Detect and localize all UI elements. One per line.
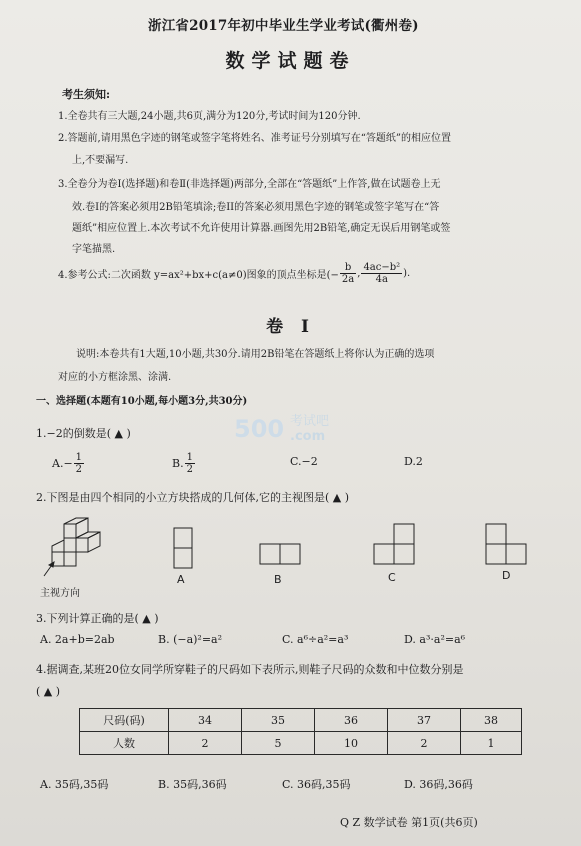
exam-main-title: 数学试题卷 <box>225 50 356 72</box>
watermark-logo <box>232 410 372 448</box>
fraction-denominator: 4a <box>375 274 388 285</box>
table-cell: 5 <box>242 732 315 755</box>
table-cell: 37 <box>388 709 461 732</box>
fraction-denominator: 2 <box>75 464 83 475</box>
notice-item-2-line-2: 上,不要漏写. <box>72 155 129 166</box>
table-cell: 34 <box>169 709 242 732</box>
fraction-numerator: 1 <box>75 452 83 463</box>
q4-option-c: C. 36码,35码 <box>282 778 351 791</box>
front-view-d-icon <box>482 520 532 568</box>
q2-option-b-label: B <box>274 573 282 586</box>
table-cell: 2 <box>388 732 461 755</box>
table-cell: 人数 <box>80 732 169 755</box>
vertex-x-fraction <box>340 262 356 285</box>
fraction-denominator: 2 <box>186 464 193 475</box>
notice-item-3-line-3: 题纸”相应位置上.本次考试不允许使用计算器.画图先用2B铅笔,确定无误后用钢笔或签 <box>72 223 451 234</box>
shoe-size-table <box>79 708 522 755</box>
option-label: A.− <box>52 457 73 470</box>
q1-a-fraction <box>74 452 84 475</box>
table-cell: 35 <box>242 709 315 732</box>
formula-prefix: 4.参考公式:二次函数 y=ax²+bx+c(a≠0)图象的顶点坐标是(− <box>58 270 339 281</box>
notice-item-3-line-4: 字笔描黑. <box>72 244 116 255</box>
notice-item-1: 1.全卷共有三大题,24小题,共6页,满分为120分,考试时间为120分钟. <box>58 111 361 122</box>
q3-option-d: D. a³·a²=a⁶ <box>404 633 466 646</box>
page-footer: Q Z 数学试卷 第1页(共6页) <box>340 816 478 829</box>
table-cell: 36 <box>315 709 388 732</box>
notice-item-4 <box>58 262 410 285</box>
table-cell: 尺码(码) <box>80 709 169 732</box>
vertex-y-fraction <box>361 262 402 285</box>
q2-option-a-figure <box>170 524 200 572</box>
q1-option-a <box>52 452 85 475</box>
notice-heading: 考生须知: <box>62 88 111 101</box>
front-view-a-icon <box>170 524 200 572</box>
q4-stem-line-1: 4.据调查,某班20位女同学所穿鞋子的尺码如下表所示,则鞋子尺码的众数和中位数分别是 <box>36 663 464 676</box>
q2-option-d-label: D <box>502 569 511 582</box>
fraction-numerator: b <box>340 262 356 274</box>
q1-stem: 1.−2的倒数是( ▲ ) <box>36 427 131 440</box>
q4-option-a: A. 35码,35码 <box>40 778 109 791</box>
q1-option-d: D.2 <box>404 455 423 468</box>
table-cell: 38 <box>461 709 522 732</box>
front-view-c-icon <box>370 520 420 568</box>
q2-solid-figure <box>38 516 110 580</box>
table-row <box>80 732 522 755</box>
q2-stem: 2.下图是由四个相同的小立方块搭成的几何体,它的主视图是( ▲ ) <box>36 491 350 504</box>
watermark-graphic <box>232 410 372 444</box>
volume-note-line-2: 对应的小方框涂黑、涂满. <box>58 372 172 383</box>
q2-option-c-label: C <box>388 571 396 584</box>
table-cell: 10 <box>315 732 388 755</box>
q2-option-a-label: A <box>177 573 185 586</box>
q4-option-b: B. 35码,36码 <box>158 778 227 791</box>
q4-stem-line-2: ( ▲ ) <box>36 685 61 698</box>
q2-view-direction: 主视方向 <box>40 588 80 599</box>
formula-suffix: ). <box>403 268 411 279</box>
q3-option-b: B. (−a)²=a² <box>158 633 223 646</box>
q3-stem: 3.下列计算正确的是( ▲ ) <box>36 612 159 625</box>
table-cell: 2 <box>169 732 242 755</box>
watermark-brand: 考试吧 <box>290 414 330 429</box>
front-view-b-icon <box>256 540 304 568</box>
watermark-number: 500 <box>234 415 285 443</box>
cube-solid-icon <box>38 516 110 580</box>
notice-item-2-line-1: 2.答题前,请用黑色字迹的钢笔或签字笔将姓名、准考证号分别填写在“答题纸”的相应位置 <box>58 133 451 144</box>
fraction-denominator: 2a <box>341 274 355 285</box>
notice-item-3-line-2: 效.卷Ⅰ的答案必须用2B铅笔填涂;卷II的答案必须用黑色字迹的钢笔或签字笔写在“答 <box>72 202 440 213</box>
q4-option-d: D. 36码,36码 <box>404 778 473 791</box>
fraction-numerator: 1 <box>186 452 193 463</box>
q1-option-c: C.−2 <box>290 455 318 468</box>
table-row <box>80 709 522 732</box>
volume-note-line-1: 说明:本卷共有1大题,10小题,共30分.请用2B铅笔在答题纸上将你认为正确的选项 <box>76 349 435 360</box>
notice-item-3-line-1: 3.全卷分为卷Ⅰ(选择题)和卷Ⅱ(非选择题)两部分,全部在“答题纸”上作答,做在试题卷上无 <box>58 179 441 190</box>
q2-option-b-figure <box>256 540 304 568</box>
watermark-domain: .com <box>290 429 326 444</box>
q3-option-a: A. 2a+b=2ab <box>40 633 115 646</box>
exam-header-title: 浙江省2017年初中毕业生学业考试(衢州卷) <box>148 18 419 34</box>
q1-b-fraction <box>185 452 195 475</box>
q1-option-b <box>172 452 196 475</box>
q3-option-c: C. a⁶÷a²=a³ <box>282 633 349 646</box>
fraction-numerator: 4ac−b² <box>363 262 401 273</box>
formula-separator: , <box>357 268 361 279</box>
table-cell: 1 <box>461 732 522 755</box>
q2-option-c-figure <box>370 520 420 568</box>
volume-title: 卷 Ⅰ <box>266 317 315 337</box>
option-label: B. <box>172 457 184 470</box>
section-heading: 一、选择题(本题有10小题,每小题3分,共30分) <box>36 396 248 407</box>
q2-option-d-figure <box>482 520 532 568</box>
